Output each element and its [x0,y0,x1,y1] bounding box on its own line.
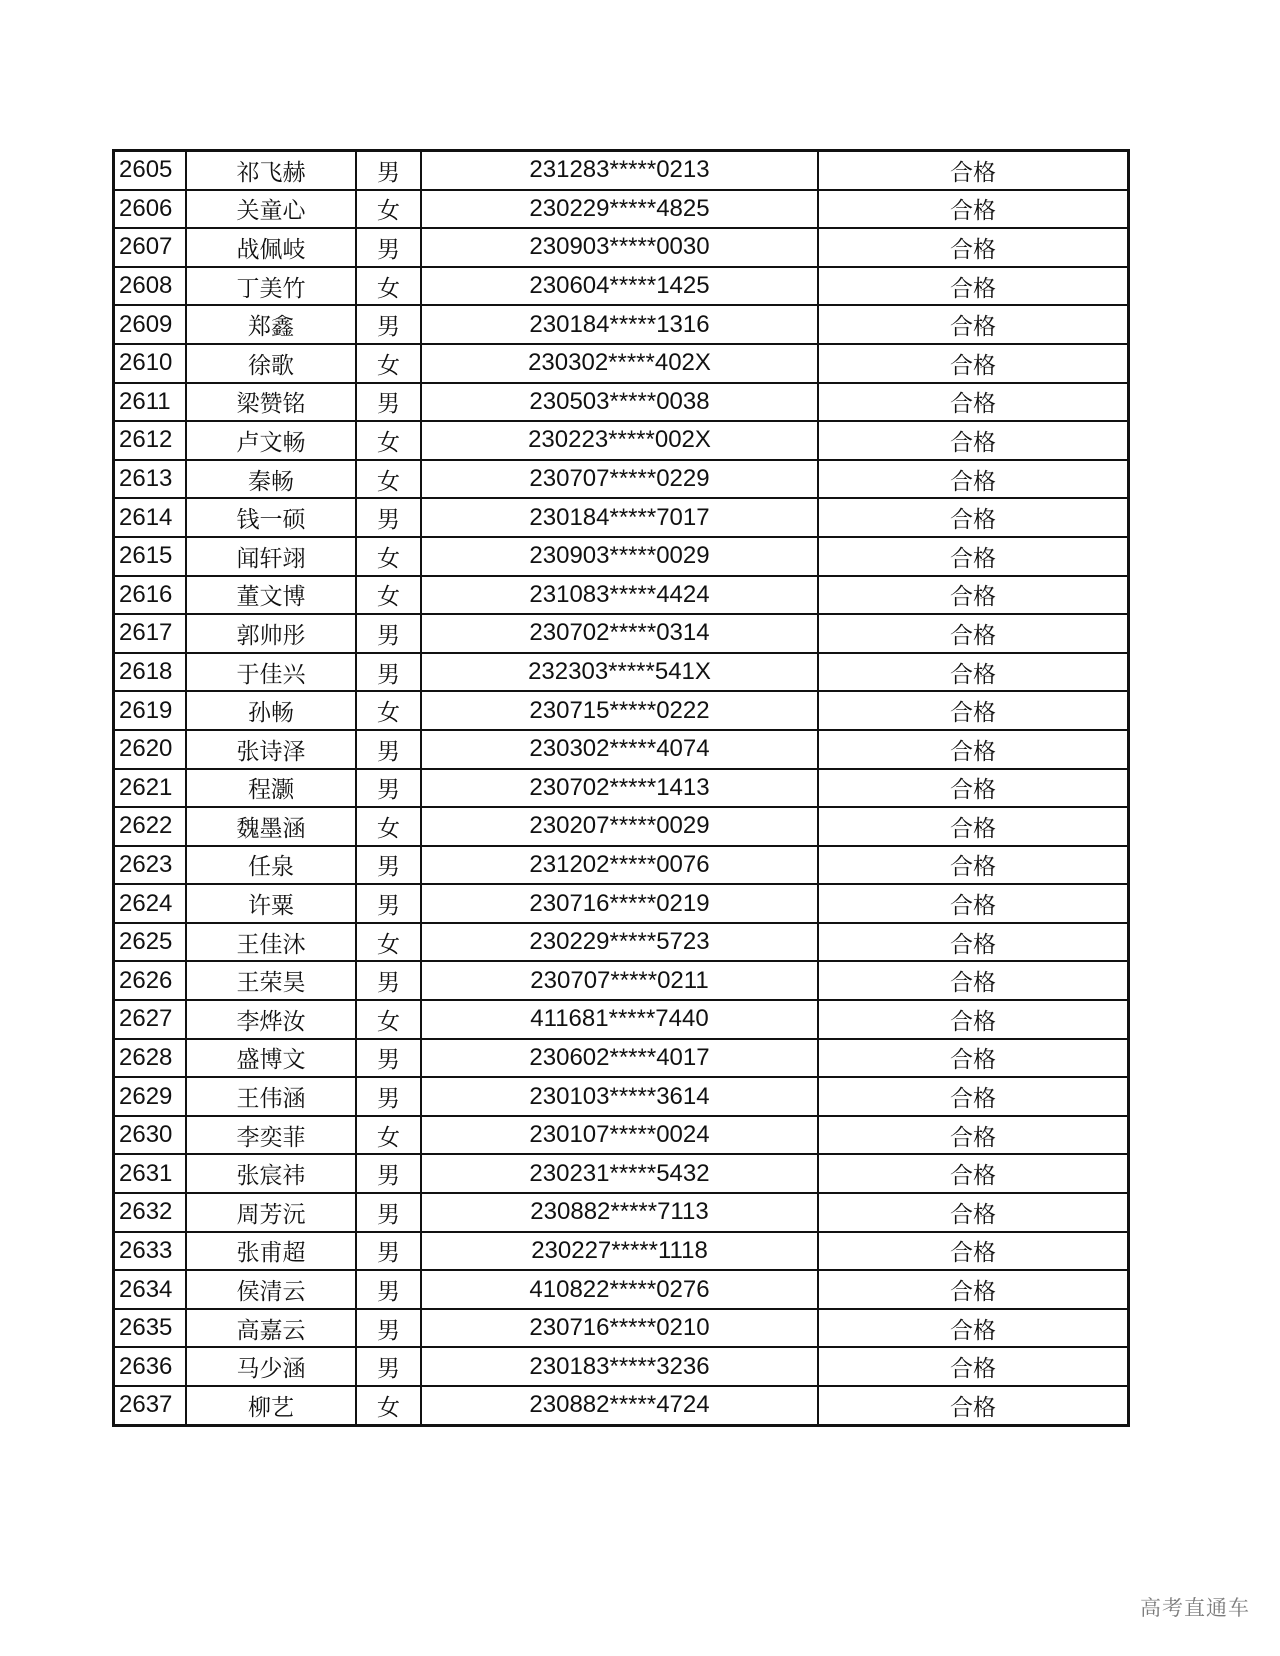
table-row [114,1193,1129,1232]
table-row [114,576,1129,615]
candidate-id-number: 232303*****541X [421,653,818,692]
candidate-result: 合格 [818,460,1129,499]
results-table [112,149,1130,1427]
candidate-id-number: 230715*****0222 [421,691,818,730]
candidate-result: 合格 [818,305,1129,344]
row-number: 2613 [114,460,187,499]
table-row [114,344,1129,383]
table-row [114,846,1129,885]
candidate-id-number: 230107*****0024 [421,1116,818,1155]
candidate-name: 王佳沐 [186,923,356,962]
candidate-gender: 男 [356,1039,421,1078]
candidate-name: 王伟涵 [186,1077,356,1116]
table-row [114,1270,1129,1309]
table-row [114,305,1129,344]
candidate-result: 合格 [818,1039,1129,1078]
candidate-gender: 女 [356,190,421,229]
candidate-id-number: 230229*****4825 [421,190,818,229]
table-row [114,1039,1129,1078]
candidate-gender: 男 [356,1154,421,1193]
table-row [114,383,1129,422]
candidate-name: 郑鑫 [186,305,356,344]
candidate-result: 合格 [818,1232,1129,1271]
candidate-name: 张诗泽 [186,730,356,769]
candidate-result: 合格 [818,576,1129,615]
candidate-result: 合格 [818,344,1129,383]
candidate-result: 合格 [818,1309,1129,1348]
candidate-gender: 男 [356,1347,421,1386]
candidate-gender: 男 [356,1309,421,1348]
candidate-id-number: 230302*****402X [421,344,818,383]
row-number: 2606 [114,190,187,229]
candidate-gender: 女 [356,267,421,306]
candidate-gender: 男 [356,730,421,769]
candidate-gender: 女 [356,421,421,460]
table-row [114,923,1129,962]
table-row [114,498,1129,537]
candidate-gender: 男 [356,769,421,808]
candidate-name: 程灏 [186,769,356,808]
candidate-gender: 男 [356,846,421,885]
candidate-result: 合格 [818,537,1129,576]
row-number: 2625 [114,923,187,962]
candidate-id-number: 230716*****0219 [421,884,818,923]
candidate-result: 合格 [818,1270,1129,1309]
candidate-result: 合格 [818,1347,1129,1386]
row-number: 2607 [114,228,187,267]
candidate-gender: 男 [356,614,421,653]
table-row [114,653,1129,692]
row-number: 2633 [114,1232,187,1271]
candidate-name: 祁飞赫 [186,151,356,190]
watermark-text: 高考直通车 [1140,1596,1250,1620]
candidate-result: 合格 [818,498,1129,537]
candidate-id-number: 230302*****4074 [421,730,818,769]
candidate-gender: 男 [356,151,421,190]
table-row [114,228,1129,267]
candidate-name: 于佳兴 [186,653,356,692]
candidate-result: 合格 [818,614,1129,653]
row-number: 2620 [114,730,187,769]
candidate-result: 合格 [818,1000,1129,1039]
table-row [114,460,1129,499]
row-number: 2610 [114,344,187,383]
candidate-name: 丁美竹 [186,267,356,306]
table-row [114,807,1129,846]
candidate-name: 卢文畅 [186,421,356,460]
table-row [114,1077,1129,1116]
table-row [114,1347,1129,1386]
candidate-id-number: 230882*****4724 [421,1386,818,1425]
candidate-gender: 男 [356,961,421,1000]
candidate-gender: 男 [356,1232,421,1271]
row-number: 2617 [114,614,187,653]
table-row [114,769,1129,808]
candidate-gender: 男 [356,1193,421,1232]
candidate-result: 合格 [818,151,1129,190]
candidate-gender: 女 [356,807,421,846]
candidate-result: 合格 [818,1386,1129,1425]
candidate-gender: 女 [356,537,421,576]
table-row [114,421,1129,460]
candidate-gender: 男 [356,1270,421,1309]
table-row [114,961,1129,1000]
candidate-result: 合格 [818,1154,1129,1193]
candidate-gender: 女 [356,1386,421,1425]
candidate-result: 合格 [818,769,1129,808]
candidate-id-number: 411681*****7440 [421,1000,818,1039]
candidate-id-number: 230903*****0029 [421,537,818,576]
row-number: 2626 [114,961,187,1000]
candidate-id-number: 230702*****0314 [421,614,818,653]
candidate-gender: 男 [356,383,421,422]
candidate-gender: 男 [356,305,421,344]
candidate-name: 李奕菲 [186,1116,356,1155]
candidate-id-number: 231283*****0213 [421,151,818,190]
candidate-name: 许粟 [186,884,356,923]
candidate-gender: 女 [356,460,421,499]
row-number: 2637 [114,1386,187,1425]
candidate-name: 钱一硕 [186,498,356,537]
row-number: 2636 [114,1347,187,1386]
candidate-name: 马少涵 [186,1347,356,1386]
row-number: 2609 [114,305,187,344]
candidate-gender: 女 [356,1116,421,1155]
candidate-id-number: 231083*****4424 [421,576,818,615]
candidate-gender: 女 [356,344,421,383]
row-number: 2623 [114,846,187,885]
candidate-result: 合格 [818,1193,1129,1232]
table-row [114,1232,1129,1271]
row-number: 2614 [114,498,187,537]
candidate-result: 合格 [818,653,1129,692]
candidate-gender: 女 [356,691,421,730]
candidate-name: 李烨汝 [186,1000,356,1039]
table-row [114,691,1129,730]
table-row [114,614,1129,653]
candidate-name: 董文博 [186,576,356,615]
row-number: 2634 [114,1270,187,1309]
candidate-result: 合格 [818,884,1129,923]
candidate-id-number: 230503*****0038 [421,383,818,422]
table-row [114,267,1129,306]
candidate-id-number: 410822*****0276 [421,1270,818,1309]
row-number: 2631 [114,1154,187,1193]
candidate-id-number: 230207*****0029 [421,807,818,846]
candidate-result: 合格 [818,846,1129,885]
row-number: 2612 [114,421,187,460]
results-table-body [114,151,1129,1426]
candidate-result: 合格 [818,383,1129,422]
candidate-name: 侯清云 [186,1270,356,1309]
candidate-id-number: 230716*****0210 [421,1309,818,1348]
candidate-id-number: 230229*****5723 [421,923,818,962]
table-row [114,1000,1129,1039]
candidate-id-number: 230882*****7113 [421,1193,818,1232]
candidate-result: 合格 [818,228,1129,267]
candidate-name: 孙畅 [186,691,356,730]
candidate-name: 闻轩翊 [186,537,356,576]
candidate-id-number: 231202*****0076 [421,846,818,885]
candidate-id-number: 230184*****1316 [421,305,818,344]
row-number: 2628 [114,1039,187,1078]
candidate-name: 张宸祎 [186,1154,356,1193]
candidate-id-number: 230227*****1118 [421,1232,818,1271]
table-row [114,730,1129,769]
candidate-id-number: 230707*****0211 [421,961,818,1000]
candidate-name: 关童心 [186,190,356,229]
row-number: 2605 [114,151,187,190]
row-number: 2616 [114,576,187,615]
candidate-name: 秦畅 [186,460,356,499]
candidate-result: 合格 [818,1116,1129,1155]
candidate-name: 徐歌 [186,344,356,383]
table-row [114,537,1129,576]
row-number: 2635 [114,1309,187,1348]
row-number: 2627 [114,1000,187,1039]
candidate-name: 张甫超 [186,1232,356,1271]
candidate-id-number: 230604*****1425 [421,267,818,306]
row-number: 2619 [114,691,187,730]
candidate-gender: 男 [356,1077,421,1116]
candidate-result: 合格 [818,730,1129,769]
candidate-name: 周芳沅 [186,1193,356,1232]
candidate-name: 魏墨涵 [186,807,356,846]
row-number: 2608 [114,267,187,306]
candidate-result: 合格 [818,421,1129,460]
candidate-name: 战佩岐 [186,228,356,267]
candidate-name: 盛博文 [186,1039,356,1078]
candidate-result: 合格 [818,691,1129,730]
table-row [114,151,1129,190]
candidate-name: 高嘉云 [186,1309,356,1348]
table-row [114,1154,1129,1193]
candidate-id-number: 230903*****0030 [421,228,818,267]
candidate-name: 柳艺 [186,1386,356,1425]
candidate-gender: 男 [356,884,421,923]
row-number: 2621 [114,769,187,808]
row-number: 2632 [114,1193,187,1232]
row-number: 2615 [114,537,187,576]
candidate-gender: 女 [356,576,421,615]
candidate-id-number: 230707*****0229 [421,460,818,499]
table-row [114,190,1129,229]
candidate-name: 王荣昊 [186,961,356,1000]
candidate-id-number: 230223*****002X [421,421,818,460]
row-number: 2618 [114,653,187,692]
candidate-result: 合格 [818,807,1129,846]
candidate-name: 梁赞铭 [186,383,356,422]
candidate-id-number: 230184*****7017 [421,498,818,537]
row-number: 2611 [114,383,187,422]
candidate-gender: 男 [356,498,421,537]
candidate-id-number: 230702*****1413 [421,769,818,808]
candidate-result: 合格 [818,961,1129,1000]
row-number: 2629 [114,1077,187,1116]
candidate-result: 合格 [818,923,1129,962]
candidate-gender: 女 [356,923,421,962]
candidate-id-number: 230231*****5432 [421,1154,818,1193]
candidate-name: 任泉 [186,846,356,885]
row-number: 2630 [114,1116,187,1155]
candidate-name: 郭帅彤 [186,614,356,653]
row-number: 2622 [114,807,187,846]
row-number: 2624 [114,884,187,923]
table-row [114,1309,1129,1348]
candidate-id-number: 230183*****3236 [421,1347,818,1386]
candidate-gender: 男 [356,653,421,692]
candidate-gender: 男 [356,228,421,267]
candidate-result: 合格 [818,1077,1129,1116]
candidate-id-number: 230602*****4017 [421,1039,818,1078]
candidate-result: 合格 [818,267,1129,306]
table-row [114,1386,1129,1425]
table-row [114,884,1129,923]
candidate-result: 合格 [818,190,1129,229]
table-row [114,1116,1129,1155]
candidate-gender: 女 [356,1000,421,1039]
candidate-id-number: 230103*****3614 [421,1077,818,1116]
